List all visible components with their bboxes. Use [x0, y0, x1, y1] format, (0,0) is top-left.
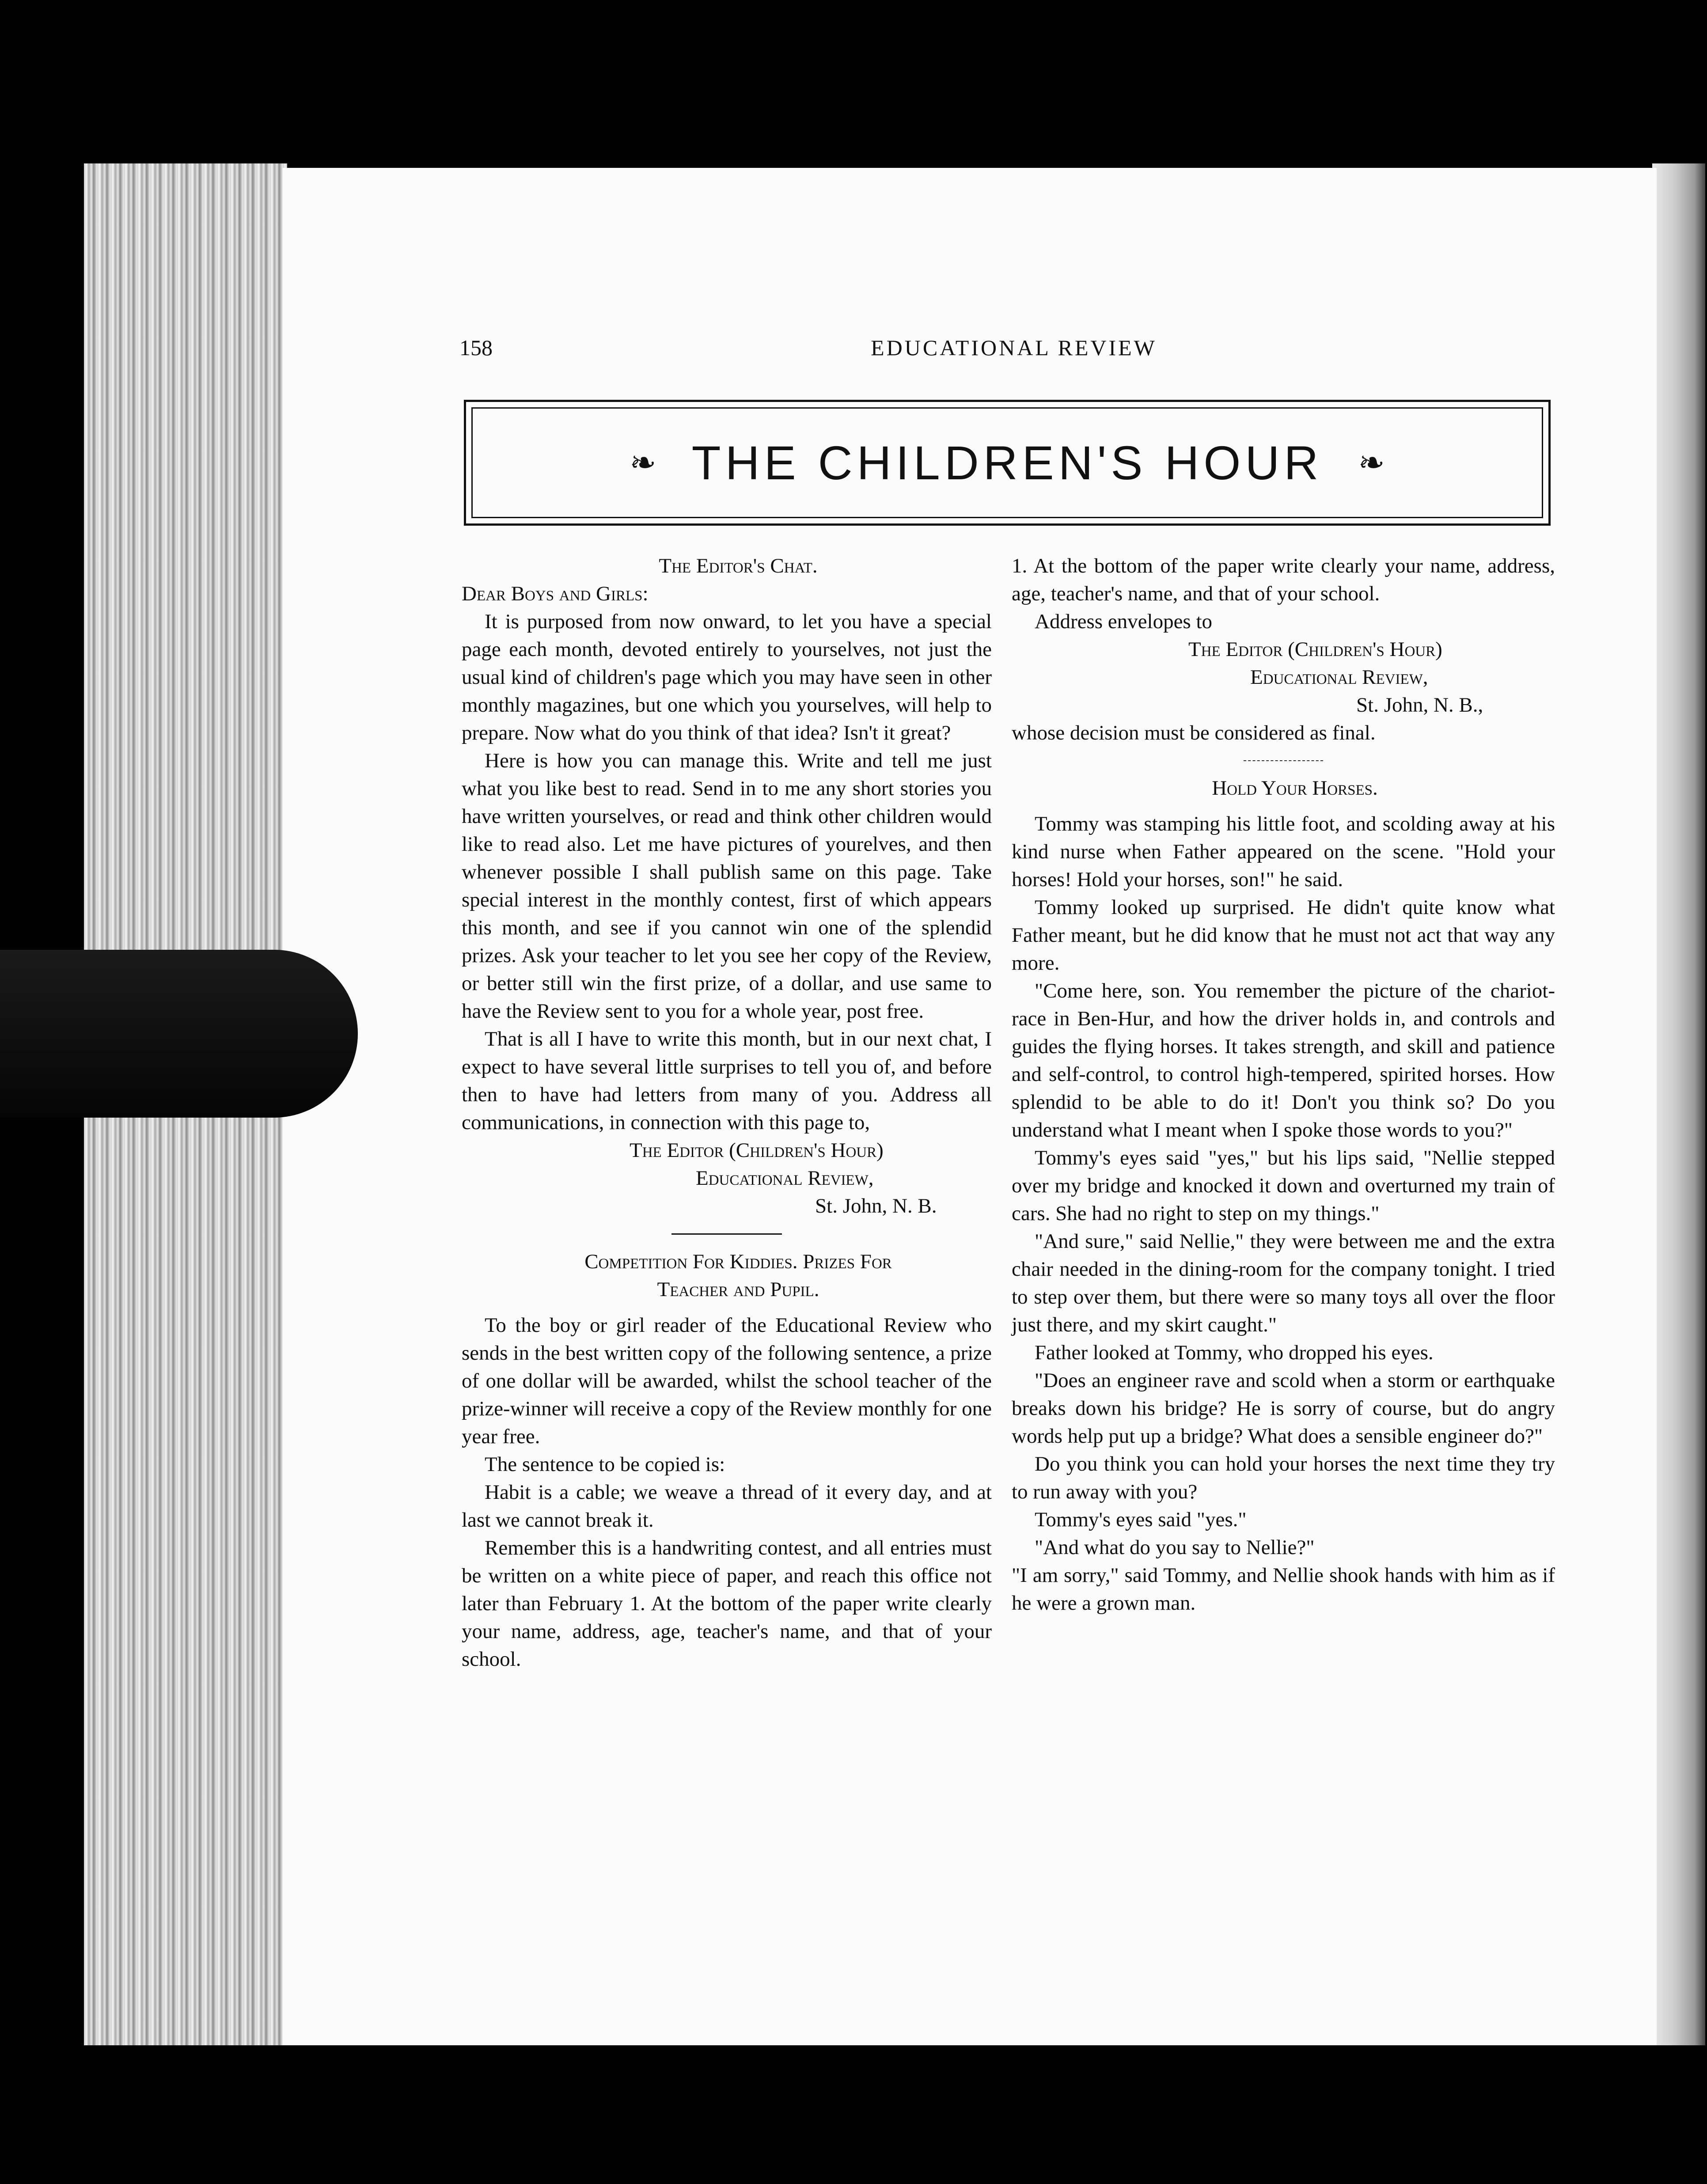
closing-note: whose decision must be considered as final.	[1012, 721, 1376, 744]
section-divider	[1244, 760, 1323, 761]
paragraph: Here is how you can manage this. Write and tell me just what you like best to read. Send in to me any short stories you have written yourselves, or read and think other children would like to read also. Let me have pictures of yourelves, and then whenever possible I shall publish same on this page. Take special interest in the monthly contest, first of which appears this month, and see if you cannot win one of the splendid prizes. Ask your teacher to let you see her copy of the Review, or better still win the first prize, of a dollar, and use same to have the Review sent to you for a whole year, post free.	[462, 749, 992, 1023]
competition-subheading: Teacher and Pupil.	[657, 1278, 819, 1301]
page-number: 158	[459, 335, 493, 360]
paragraph: "And what do you say to Nellie?"	[1035, 1536, 1315, 1559]
editor-address	[462, 1137, 992, 1220]
section-title: THE CHILDREN'S HOUR	[691, 436, 1323, 489]
paragraph: "And sure," said Nellie," they were between me and the extra chair needed in the dining-room for the company tonight. I tried to step over them, but there were so many toys all over the floor just there, and my skirt caught."	[1012, 1230, 1555, 1336]
section-divider	[671, 1233, 782, 1235]
story-heading: Hold Your Horses.	[1212, 777, 1378, 800]
paragraph: Tommy looked up surprised. He didn't quite know what Father meant, but he did know that he must not act that way any more.	[1012, 896, 1555, 974]
running-head	[459, 335, 1568, 370]
paragraph: "I am sorry," said Tommy, and Nellie shook hands with him as if he were a grown man.	[1012, 1564, 1555, 1615]
salutation: Dear Boys and Girls:	[462, 582, 649, 605]
paragraph: Tommy was stamping his little foot, and scolding away at his kind nurse when Father appeared on the scene. "Hold your horses! Hold your horses, son!" he said.	[1012, 812, 1555, 891]
paragraph: That is all I have to write this month, but in our next chat, I expect to have several little surprises to tell you of, and before then to have had letters from many of you. Address all communications, in connection with this page to,	[462, 1028, 992, 1134]
right-column	[1012, 552, 1555, 1617]
address-line: The Editor (Children's Hour)	[630, 1139, 884, 1162]
left-column	[462, 552, 992, 1671]
thumb-shadow	[0, 950, 358, 1118]
address-line: Educational Review,	[696, 1167, 874, 1190]
address-line: The Editor (Children's Hour)	[1188, 638, 1442, 661]
address-line: St. John, N. B.,	[1356, 694, 1483, 717]
paragraph: "Come here, son. You remember the picture of the chariot-race in Ben-Hur, and how the driver holds in, and controls and guides the flying horses. It takes strength, and skill and patience and self-control, to control high-tempered, spirited horses. How splendid to be able to do it! Don't you think so? Do you understand what I meant when I spoke those words to you?"	[1012, 979, 1555, 1141]
paragraph: "Does an engineer rave and scold when a storm or earthquake breaks down his bridge? He is sorry of course, but do angry words help put up a bridge? What does a sensible engineer do?"	[1012, 1369, 1555, 1448]
paragraph: Father looked at Tommy, who dropped his eyes.	[1035, 1341, 1434, 1364]
paragraph: Tommy's eyes said "yes."	[1035, 1508, 1247, 1531]
title-banner-inner	[471, 407, 1543, 518]
paragraph: It is purposed from now onward, to let you have a special page each month, devoted entirely to yourselves, not just the usual kind of children's page which you may have seen in other monthly magazines, but one which you yourselves, will help to prepare. Now what do you think of that idea? Isn't it great?	[462, 610, 992, 744]
paragraph: 1. At the bottom of the paper write clearly your name, address, age, teacher's name, and that of your school.	[1012, 554, 1555, 605]
paragraph: To the boy or girl reader of the Educational Review who sends in the best written copy of the following sentence, a prize of one dollar will be awarded, whilst the school teacher of the prize-winner will receive a copy of the Review monthly for one year free.	[462, 1314, 992, 1448]
competition-address	[1012, 636, 1555, 719]
editors-chat-heading: The Editor's Chat.	[659, 554, 818, 577]
leaf-ornament-icon: ❧	[1358, 445, 1385, 481]
title-banner	[464, 400, 1551, 526]
envelope-note: Address envelopes to	[1035, 610, 1213, 633]
journal-title: EDUCATIONAL REVIEW	[871, 335, 1157, 360]
address-line: St. John, N. B.	[815, 1194, 937, 1217]
paragraph: The sentence to be copied is:	[485, 1453, 725, 1476]
paragraph: Habit is a cable; we weave a thread of it every day, and at last we cannot break it.	[462, 1481, 992, 1532]
paragraph: Remember this is a handwriting contest, and all entries must be written on a white piece of paper, and reach this office not later than February 1. At the bottom of the paper write clearly your name, address, age, teacher's name, and that of your school.	[462, 1536, 992, 1671]
leaf-ornament-icon: ❧	[630, 445, 656, 481]
book-page-edges-right	[1652, 163, 1705, 2045]
paragraph: Tommy's eyes said "yes," but his lips said, "Nellie stepped over my bridge and knocked it down and overturned my train of cars. She had no right to step on my things."	[1012, 1146, 1555, 1225]
address-line: Educational Review,	[1250, 666, 1428, 689]
paragraph: Do you think you can hold your horses the next time they try to run away with you?	[1012, 1452, 1555, 1503]
competition-heading: Competition For Kiddies. Prizes For	[584, 1250, 892, 1273]
